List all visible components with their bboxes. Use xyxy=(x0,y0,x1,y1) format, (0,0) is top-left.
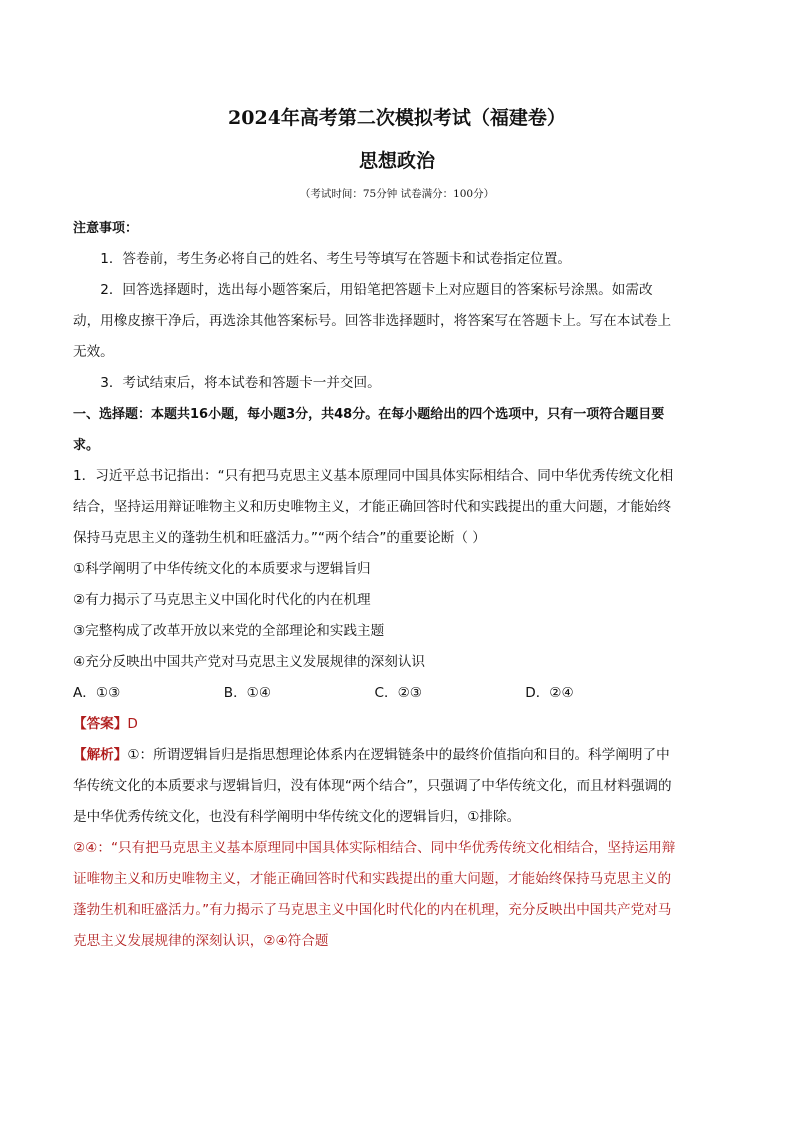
answer-label: 【答案】 xyxy=(73,716,128,732)
exam-title: 2024年高考第二次模拟考试（福建卷） xyxy=(228,107,566,129)
statement-3: ③完整构成了改革开放以来党的全部理论和实践主题 xyxy=(73,623,385,639)
option-b: B．①④ xyxy=(223,685,272,701)
answer-value: D xyxy=(127,716,138,732)
options-row xyxy=(73,678,676,709)
option-c: C．②③ xyxy=(374,685,422,701)
analysis-label: 【解析】 xyxy=(73,747,128,763)
question-stem: 1．习近平总书记指出：“只有把马克思主义基本原理同中国具体实际相结合、同中华优秀传统文化相结合，坚持运用辩证唯物主义和历史唯物主义，才能正确回答时代和实践提出的重大问题，才能始终保持马克思主义的蓬勃生机和旺盛活力。”“两个结合”的重要论断（ ） xyxy=(73,468,674,546)
note-item-2: 2．回答选择题时，选出每小题答案后，用铅笔把答题卡上对应题目的答案标号涂黑。如需改动，用橡皮擦干净后，再选涂其他答案标号。回答非选择题时，将答案写在答题卡上。写在本试卷上无效。 xyxy=(73,282,672,360)
note-item-1: 1．答卷前，考生务必将自己的姓名、考生号等填写在答题卡和试卷指定位置。 xyxy=(100,251,572,267)
subject-title: 思想政治 xyxy=(358,150,435,172)
answer-line xyxy=(73,709,676,740)
analysis-paragraph-2: ②④：“只有把马克思主义基本原理同中国具体实际相结合、同中华优秀传统文化相结合，坚持运用辩证唯物主义和历史唯物主义，才能正确回答时代和实践提出的重大问题，才能始终保持马克思主义的蓬勃生机和旺盛活力。”有力揭示了马克思主义中国化时代化的内在机理，充分反映出中国共产党对马克思主义发展规律的深刻认识，②④符合题 xyxy=(73,840,676,949)
option-d: D．②④ xyxy=(525,685,574,701)
option-a: A．①③ xyxy=(73,685,121,701)
statement-2: ②有力揭示了马克思主义中国化时代化的内在机理 xyxy=(73,592,371,608)
section-heading: 一、选择题：本题共16小题，每小题3分，共48分。在每小题给出的四个选项中，只有一项符合题目要求。 xyxy=(73,407,665,453)
analysis-text-1: ①：所谓逻辑旨归是指思想理论体系内在逻辑链条中的最终价值指向和目的。科学阐明了中华传统文化的本质要求与逻辑旨归，没有体现“两个结合”，只强调了中华传统文化，而且材料强调的是中华优秀传统文化，也没有科学阐明中华传统文化的逻辑旨归，①排除。 xyxy=(73,747,672,825)
note-item-3: 3．考试结束后，将本试卷和答题卡一并交回。 xyxy=(100,375,381,391)
analysis-paragraph-1 xyxy=(73,740,676,833)
statement-4: ④充分反映出中国共产党对马克思主义发展规律的深刻认识 xyxy=(73,654,426,670)
statement-1: ①科学阐明了中华传统文化的本质要求与逻辑旨归 xyxy=(73,561,371,577)
exam-info: （考试时间：75分钟 试卷满分：100分） xyxy=(299,188,495,200)
notes-heading: 注意事项： xyxy=(73,221,139,236)
exam-body xyxy=(73,213,676,957)
